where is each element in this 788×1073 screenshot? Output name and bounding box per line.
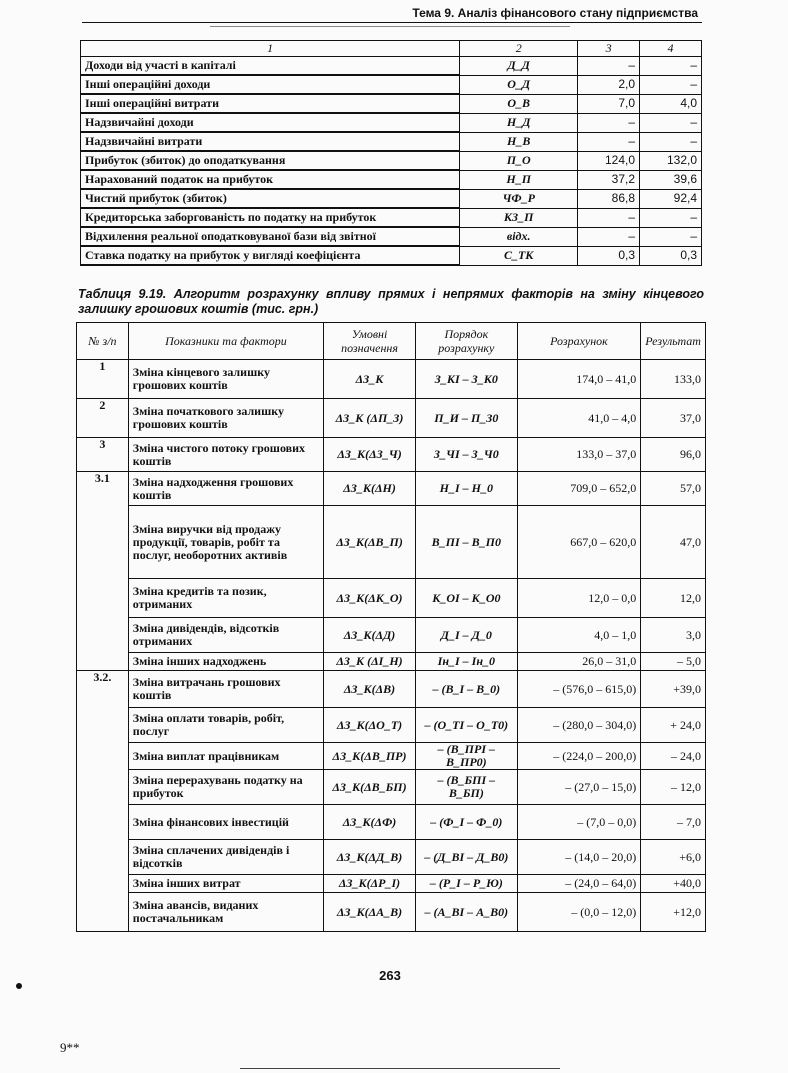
col-header-symbol: Умовні позначення [324,323,416,360]
table-row [81,189,702,208]
row-symbol: Д_Д [460,57,578,76]
header-rule [82,22,702,23]
value-col4: – [640,57,702,76]
row-result: + 24,0 [641,708,706,743]
row-calculation: – (0,0 – 12,0) [517,893,641,932]
table-row [81,75,702,94]
table1-header-row [81,41,702,57]
table-row [77,472,706,506]
col-header-result: Результат [641,323,706,360]
row-symbol: ЧФ_Р [460,189,578,208]
page-number: 263 [379,968,401,983]
row-indicator: Зміна оплати товарів, робіт, послуг [128,708,323,743]
row-result: – 24,0 [641,743,706,770]
row-result: – 5,0 [641,653,706,671]
table1-col-header: 2 [460,41,578,57]
table-row [81,57,702,76]
value-col3: 124,0 [578,151,640,170]
row-order: Ін_І – Ін_0 [415,653,517,671]
balance-items-table [80,40,702,266]
row-result: +39,0 [641,671,706,708]
row-calculation: 41,0 – 4,0 [517,399,641,438]
row-order: – (Ф_І – Ф_0) [415,805,517,840]
row-number: 1 [77,360,129,399]
table-row [81,208,702,227]
value-col4: – [640,208,702,227]
table-row [77,770,706,805]
table-row [81,170,702,189]
value-col3: 37,2 [578,170,640,189]
row-symbol: КЗ_П [460,208,578,227]
row-symbol: ΔЗ_К(ΔД) [324,618,416,653]
row-symbol: ΔЗ_К(ΔР_І) [324,875,416,893]
col-header-order: Порядок розрахунку [415,323,517,360]
row-calculation: – (224,0 – 200,0) [517,743,641,770]
row-result: 96,0 [641,438,706,472]
row-result: 37,0 [641,399,706,438]
row-order: – (В_І – В_0) [415,671,517,708]
value-col4: 4,0 [640,94,702,113]
value-col3: 7,0 [578,94,640,113]
row-indicator: Зміна надходження грошових коштів [128,472,323,506]
row-result: 47,0 [641,506,706,579]
table-row [77,653,706,671]
table-row [77,708,706,743]
row-label: Відхилення реальної оподатковуваної бази від звітної [81,227,460,246]
row-result: 3,0 [641,618,706,653]
row-indicator: Зміна авансів, виданих постачальникам [128,893,323,932]
footer-rule [240,1068,560,1069]
row-label: Доходи від участі в капіталі [81,57,460,76]
row-calculation: – (7,0 – 0,0) [517,805,641,840]
table-row [77,840,706,875]
table-row [81,246,702,265]
row-calculation: 12,0 – 0,0 [517,579,641,618]
row-calculation: – (24,0 – 64,0) [517,875,641,893]
value-col3: 86,8 [578,189,640,208]
row-label: Інші операційні доходи [81,75,460,94]
header-rule-thin [210,26,570,27]
table-caption [78,287,704,317]
table-row [77,579,706,618]
row-label: Ставка податку на прибуток у вигляді коефіцієнта [81,246,460,265]
row-symbol: С_ТК [460,246,578,265]
row-symbol: ΔЗ_К(ΔА_В) [324,893,416,932]
row-indicator: Зміна витрачань грошових коштів [128,671,323,708]
row-order: К_ОІ – К_О0 [415,579,517,618]
row-symbol: Н_В [460,132,578,151]
row-calculation: – (280,0 – 304,0) [517,708,641,743]
row-indicator: Зміна кінцевого залишку грошових коштів [128,360,323,399]
table-row [77,618,706,653]
value-col3: 2,0 [578,75,640,94]
row-indicator: Зміна початкового залишку грошових коштів [128,399,323,438]
row-symbol: ΔЗ_К(ΔВ_П) [324,506,416,579]
table-row [81,227,702,246]
value-col4: 0,3 [640,246,702,265]
row-symbol: ΔЗ_К(ΔК_О) [324,579,416,618]
value-col3: – [578,227,640,246]
row-result: 57,0 [641,472,706,506]
table-row [81,151,702,170]
table-row [81,94,702,113]
row-order: П_И – П_З0 [415,399,517,438]
row-symbol: ΔЗ_К (ΔІ_Н) [324,653,416,671]
cash-flow-factors-table [76,322,706,932]
row-symbol: ΔЗ_К(ΔВ_БП) [324,770,416,805]
value-col3: 0,3 [578,246,640,265]
row-symbol: відх. [460,227,578,246]
table2-header-row [77,323,706,360]
value-col3: – [578,208,640,227]
row-calculation: – (576,0 – 615,0) [517,671,641,708]
row-symbol: ΔЗ_К(ΔВ) [324,671,416,708]
row-order: – (В_БПІ – В_БП) [415,770,517,805]
row-indicator: Зміна чистого потоку грошових коштів [128,438,323,472]
table1-col-header: 4 [640,41,702,57]
row-order: – (А_ВІ – А_В0) [415,893,517,932]
col-header-indicator: Показники та фактори [128,323,323,360]
table-row [77,506,706,579]
table-row [77,671,706,708]
row-order: З_ЧІ – З_Ч0 [415,438,517,472]
table-row [77,805,706,840]
row-order: – (Р_І – Р_Ю) [415,875,517,893]
row-calculation: 4,0 – 1,0 [517,618,641,653]
row-symbol: ΔЗ_К(ΔО_Т) [324,708,416,743]
table1-col-header: 3 [578,41,640,57]
row-symbol: О_Д [460,75,578,94]
table-row [77,399,706,438]
row-label: Кредиторська заборгованість по податку на прибуток [81,208,460,227]
row-label: Прибуток (збиток) до оподаткування [81,151,460,170]
row-label: Чистий прибуток (збиток) [81,189,460,208]
row-number: 3.1 [77,472,129,671]
row-label: Надзвичайні витрати [81,132,460,151]
table-number: Таблиця 9.19. [78,287,167,301]
row-label: Нарахований податок на прибуток [81,170,460,189]
row-order: Н_І – Н_0 [415,472,517,506]
row-order: – (В_ПРІ – В_ПР0) [415,743,517,770]
table1-col-header: 1 [81,41,460,57]
row-result: 133,0 [641,360,706,399]
row-order: Д_І – Д_0 [415,618,517,653]
table-row [77,438,706,472]
table-row [77,360,706,399]
table-row [77,875,706,893]
row-symbol: ΔЗ_К(ΔФ) [324,805,416,840]
row-indicator: Зміна перерахувань податку на прибуток [128,770,323,805]
row-result: +12,0 [641,893,706,932]
table-row [77,743,706,770]
row-order: З_КІ – З_К0 [415,360,517,399]
running-header: Тема 9. Аналіз фінансового стану підприємства [412,6,698,20]
row-result: +6,0 [641,840,706,875]
row-symbol: ΔЗ_К(ΔД_В) [324,840,416,875]
row-indicator: Зміна дивідендів, відсотків отриманих [128,618,323,653]
table-row [81,132,702,151]
row-indicator: Зміна кредитів та позик, отриманих [128,579,323,618]
row-symbol: ΔЗ_К(ΔЗ_Ч) [324,438,416,472]
row-calculation: 133,0 – 37,0 [517,438,641,472]
col-header-calc: Розрахунок [517,323,641,360]
row-symbol: Н_П [460,170,578,189]
row-number: 3.2. [77,671,129,932]
row-indicator: Зміна фінансових інвестицій [128,805,323,840]
value-col3: – [578,113,640,132]
row-result: +40,0 [641,875,706,893]
print-dot [16,983,22,989]
row-indicator: Зміна інших витрат [128,875,323,893]
row-result: – 7,0 [641,805,706,840]
row-indicator: Зміна інших надходжень [128,653,323,671]
row-calculation: – (27,0 – 15,0) [517,770,641,805]
value-col3: – [578,132,640,151]
row-symbol: ΔЗ_К [324,360,416,399]
value-col4: – [640,113,702,132]
row-symbol: П_О [460,151,578,170]
row-calculation: 667,0 – 620,0 [517,506,641,579]
value-col4: 92,4 [640,189,702,208]
row-indicator: Зміна сплачених дивідендів і відсотків [128,840,323,875]
value-col4: – [640,75,702,94]
value-col4: 39,6 [640,170,702,189]
row-order: – (О_ТІ – О_Т0) [415,708,517,743]
row-label: Інші операційні витрати [81,94,460,113]
row-symbol: ΔЗ_К(ΔВ_ПР) [324,743,416,770]
col-header-no: № з/п [77,323,129,360]
row-number: 3 [77,438,129,472]
row-label: Надзвичайні доходи [81,113,460,132]
value-col4: – [640,227,702,246]
row-number: 2 [77,399,129,438]
row-symbol: ΔЗ_К (ΔП_З) [324,399,416,438]
table-row [81,113,702,132]
row-calculation: – (14,0 – 20,0) [517,840,641,875]
value-col3: – [578,57,640,76]
row-result: 12,0 [641,579,706,618]
row-order: В_ПІ – В_П0 [415,506,517,579]
table-row [77,893,706,932]
row-indicator: Зміна виплат працівникам [128,743,323,770]
row-indicator: Зміна виручки від продажу продукції, товарів, робіт та послуг, необоротних активів [128,506,323,579]
row-symbol: О_В [460,94,578,113]
row-calculation: 26,0 – 31,0 [517,653,641,671]
signature-mark: 9** [60,1040,80,1055]
row-symbol: Н_Д [460,113,578,132]
row-calculation: 174,0 – 41,0 [517,360,641,399]
value-col4: – [640,132,702,151]
table-title: Алгоритм розрахунку впливу прямих і непрямих факторів на зміну кінцевого залишку грошових коштів (тис. грн.) [78,287,704,316]
row-result: – 12,0 [641,770,706,805]
value-col4: 132,0 [640,151,702,170]
row-order: – (Д_ВІ – Д_В0) [415,840,517,875]
row-calculation: 709,0 – 652,0 [517,472,641,506]
row-symbol: ΔЗ_К(ΔН) [324,472,416,506]
